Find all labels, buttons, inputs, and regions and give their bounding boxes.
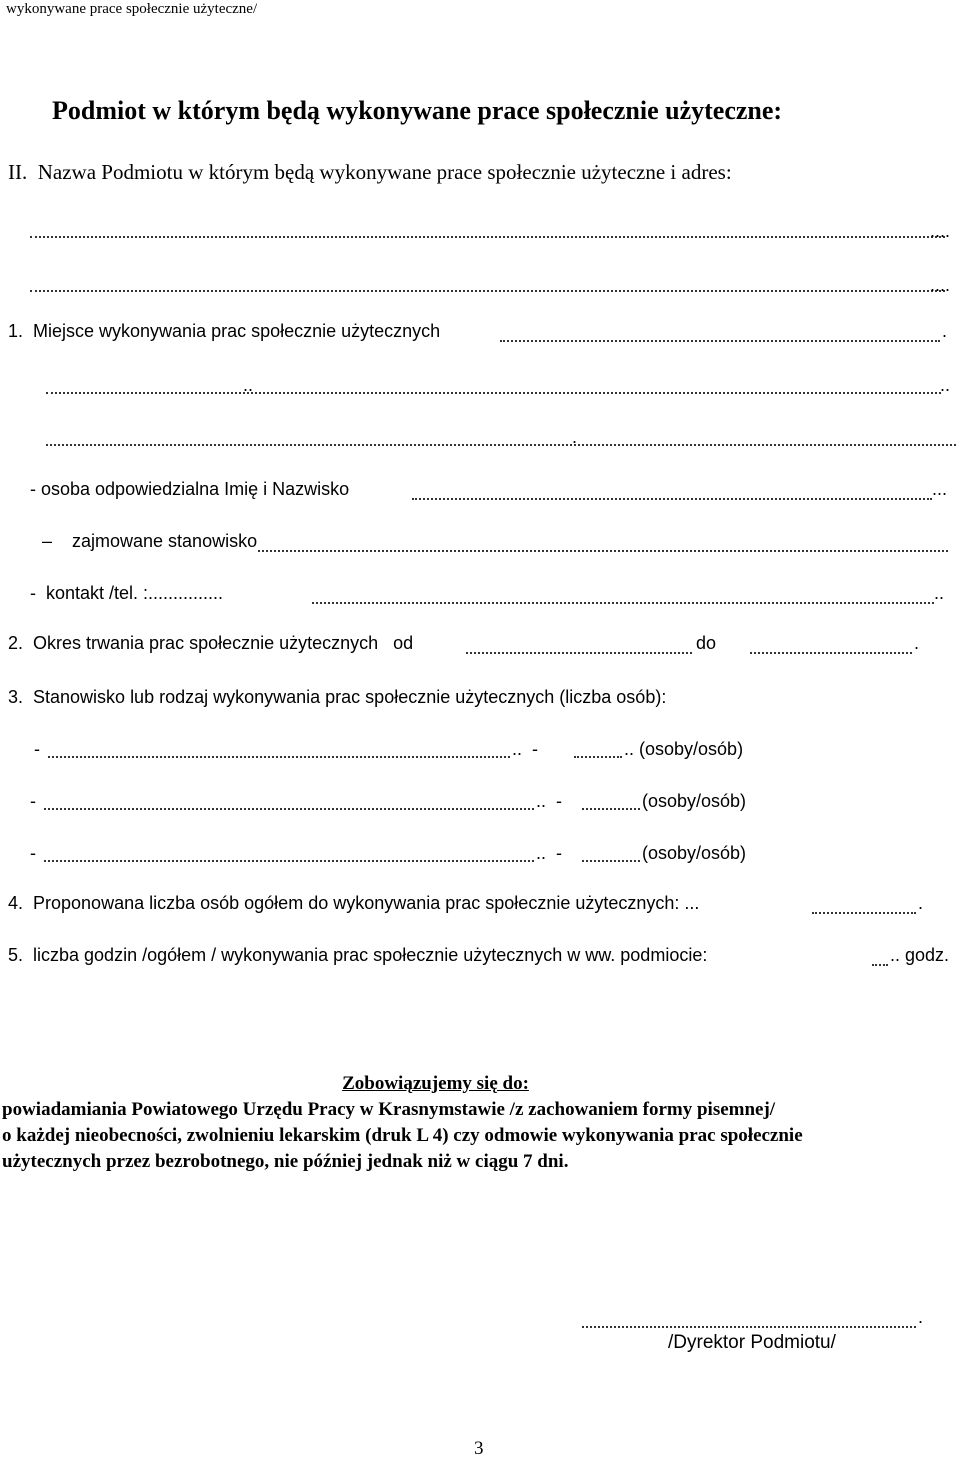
row-separator: .. - bbox=[536, 843, 562, 863]
row-dash: - bbox=[30, 843, 36, 863]
item-1-label: 1. Miejsce wykonywania prac społecznie użytecznych bbox=[8, 321, 441, 341]
signature-line bbox=[582, 1326, 916, 1328]
row-count-label: .. (osoby/osób) bbox=[624, 739, 744, 759]
item-2-do: do bbox=[696, 633, 717, 653]
fill-line bbox=[574, 756, 622, 758]
row-count-label: (osoby/osób) bbox=[642, 843, 747, 863]
fill-line bbox=[258, 550, 948, 552]
fill-line-end: .. godz. bbox=[890, 945, 950, 965]
commitment-heading-text: Zobowiązujemy się do: bbox=[342, 1073, 529, 1094]
fill-line-mark: . bbox=[572, 427, 578, 447]
running-header: wykonywane prace społecznie użyteczne/ bbox=[6, 1, 258, 17]
row-dash: - bbox=[34, 739, 40, 759]
contact-label: - kontakt /tel. :............... bbox=[30, 583, 224, 603]
position-dash: – bbox=[42, 531, 53, 551]
page-number: 3 bbox=[474, 1438, 484, 1459]
fill-line bbox=[412, 498, 932, 500]
fill-line bbox=[48, 756, 510, 758]
fill-line-mark: .. bbox=[243, 375, 254, 395]
item-3-label: 3. Stanowisko lub rodzaj wykonywania prac społecznie użytecznych (liczba osób): bbox=[8, 687, 667, 707]
page-title: Podmiot w którym będą wykonywane prace społecznie użyteczne: bbox=[52, 96, 783, 125]
person-label: - osoba odpowiedzialna Imię i Nazwisko bbox=[30, 479, 350, 499]
fill-line bbox=[30, 290, 945, 292]
fill-line bbox=[46, 444, 956, 446]
commitment-line: powiadamiania Powiatowego Urzędu Pracy w Krasnymstawie /z zachowaniem formy pisemnej/ bbox=[2, 1099, 776, 1120]
fill-line bbox=[872, 964, 888, 966]
signature-label: /Dyrektor Podmiotu/ bbox=[668, 1332, 836, 1353]
fill-line-end: . bbox=[918, 893, 924, 913]
row-dash: - bbox=[30, 791, 36, 811]
fill-line bbox=[44, 808, 534, 810]
fill-line bbox=[812, 912, 916, 914]
fill-line bbox=[582, 860, 640, 862]
item-4-label: 4. Proponowana liczba osób ogółem do wykonywania prac społecznie użytecznych: ... bbox=[8, 893, 700, 913]
fill-line-end: .... bbox=[930, 221, 951, 241]
fill-line-end: . bbox=[914, 633, 920, 653]
fill-line bbox=[750, 652, 912, 654]
fill-line-end: .... bbox=[930, 275, 951, 295]
section-ii-heading: II. Nazwa Podmiotu w którym będą wykonywane prace społecznie użyteczne i adres: bbox=[8, 160, 732, 184]
item-5-label: 5. liczba godzin /ogółem / wykonywania prac społecznie użytecznych w ww. podmiocie: bbox=[8, 945, 708, 965]
fill-line bbox=[44, 860, 534, 862]
signature-line-end: . bbox=[918, 1307, 924, 1327]
fill-line bbox=[312, 602, 934, 604]
commitment-line: użytecznych przez bezrobotnego, nie później jednak niż w ciągu 7 dni. bbox=[2, 1151, 569, 1172]
fill-line-end: . bbox=[942, 321, 948, 341]
position-label: zajmowane stanowisko bbox=[72, 531, 258, 551]
fill-line-end: .. bbox=[934, 583, 945, 603]
item-2-label: 2. Okres trwania prac społecznie użytecznych od bbox=[8, 633, 414, 653]
fill-line bbox=[582, 808, 640, 810]
row-separator: .. - bbox=[512, 739, 538, 759]
fill-line bbox=[500, 340, 940, 342]
fill-line-end: .. bbox=[940, 375, 951, 395]
commitment-line: o każdej nieobecności, zwolnieniu lekarskim (druk L 4) czy odmowie wykonywania prac społecznie bbox=[2, 1125, 803, 1146]
row-count-label: (osoby/osób) bbox=[642, 791, 747, 811]
fill-line-end: ... bbox=[932, 479, 948, 499]
fill-line bbox=[30, 236, 945, 238]
fill-line bbox=[46, 392, 941, 394]
fill-line bbox=[466, 652, 692, 654]
row-separator: .. - bbox=[536, 791, 562, 811]
